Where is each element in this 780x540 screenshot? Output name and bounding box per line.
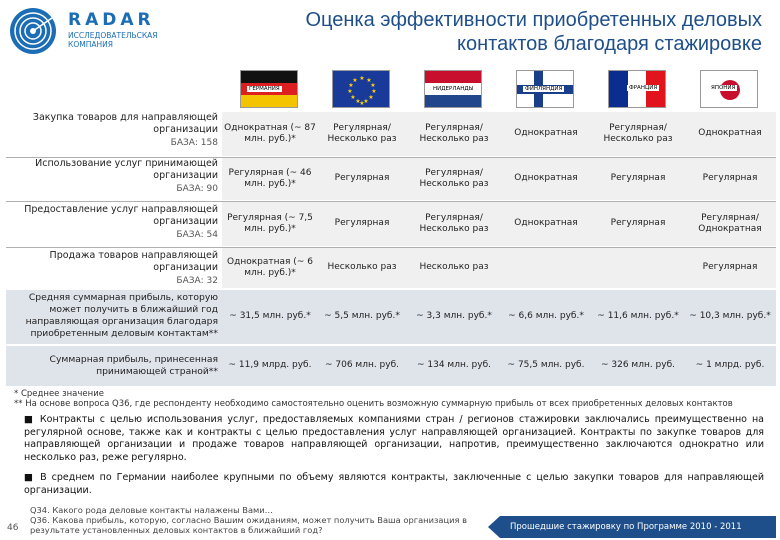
cell: Регулярная (~ 7,5 млн. руб.)* bbox=[227, 212, 313, 234]
title-line-1: Оценка эффективности приобретенных деловых bbox=[305, 9, 762, 31]
row-title: Продажа товаров направляющей организации bbox=[49, 250, 218, 273]
france-flag bbox=[608, 70, 666, 108]
row-base: БАЗА: 54 bbox=[176, 230, 218, 240]
footer-banner: Прошедшие стажировку по Программе 2010 - 2011 bbox=[500, 516, 776, 538]
bullet-text: В среднем по Германии наиболее крупными по объему являются контракты, заключенные с целью закупки товаров для направляющей организации. bbox=[24, 472, 764, 496]
brand-subtitle: ИССЛЕДОВАТЕЛЬСКАЯ КОМПАНИЯ bbox=[68, 31, 158, 49]
svg-text:★: ★ bbox=[352, 77, 358, 84]
svg-text:★: ★ bbox=[348, 82, 354, 89]
cell: Регулярная bbox=[702, 262, 758, 273]
cell: Регулярная/ Несколько раз bbox=[419, 212, 489, 234]
row-base: БАЗА: 158 bbox=[170, 138, 218, 148]
cell: Регулярная/ Несколько раз bbox=[603, 122, 673, 144]
cell: ~ 3,3 млн. руб.* bbox=[416, 311, 492, 322]
cell: Регулярная/ Несколько раз bbox=[327, 122, 397, 144]
cell: ~ 31,5 млн. руб.* bbox=[229, 311, 311, 322]
row-base: БАЗА: 90 bbox=[176, 184, 218, 194]
svg-text:★: ★ bbox=[355, 98, 361, 105]
cell: Регулярная bbox=[610, 218, 666, 229]
cell: ~ 11,9 млрд. руб. bbox=[228, 360, 312, 371]
cell: ~ 134 млн. руб. bbox=[416, 360, 492, 371]
bullet-paragraph bbox=[24, 414, 764, 464]
svg-text:★: ★ bbox=[359, 100, 365, 107]
header bbox=[0, 0, 780, 78]
eu-stars-icon bbox=[333, 71, 390, 108]
cell: Несколько раз bbox=[419, 262, 489, 273]
cell: Однократная bbox=[698, 128, 762, 139]
cell: Регулярная bbox=[334, 218, 390, 229]
cell: Несколько раз bbox=[327, 262, 397, 273]
cell: ~ 11,6 млн. руб.* bbox=[597, 311, 679, 322]
cell: Однократная bbox=[514, 173, 578, 184]
flag-label-netherlands: НИДЕРЛАНДЫ bbox=[433, 86, 474, 92]
svg-text:★: ★ bbox=[370, 82, 376, 89]
cell: ~ 706 млн. руб. bbox=[324, 360, 400, 371]
page-title bbox=[202, 8, 762, 56]
cell: Регулярная/ Несколько раз bbox=[419, 167, 489, 189]
svg-text:★: ★ bbox=[366, 77, 372, 84]
title-line-2: контактов благодаря стажировке bbox=[457, 33, 762, 55]
radar-icon bbox=[8, 6, 58, 56]
eu-flag bbox=[332, 70, 390, 108]
cell: Регулярная/ Однократная bbox=[698, 212, 762, 234]
row-title: Использование услуг принимающей организации bbox=[35, 158, 218, 181]
cell: Однократная (~ 6 млн. руб.)* bbox=[227, 256, 313, 278]
row-title: Закупка товаров для направляющей организации bbox=[32, 112, 218, 135]
radar-logo bbox=[8, 6, 208, 58]
finland-flag bbox=[516, 70, 574, 108]
summary-label: Суммарная прибыль, принесенная принимающей страной** bbox=[49, 354, 218, 377]
cell: Однократная bbox=[514, 218, 578, 229]
footnote-q36: ** На основе вопроса Q36, где респонденту необходимо самостоятельно оценить возможную суммарную прибыль от всех приобретенных деловых контактов bbox=[14, 399, 733, 409]
row-base: БАЗА: 32 bbox=[176, 276, 218, 286]
cell: ~ 75,5 млн. руб. bbox=[507, 360, 585, 371]
row-label bbox=[6, 250, 218, 287]
svg-text:★: ★ bbox=[347, 88, 353, 95]
svg-text:★: ★ bbox=[371, 88, 377, 95]
flag-label-japan: ЯПОНИЯ bbox=[711, 85, 736, 91]
svg-text:★: ★ bbox=[363, 98, 369, 105]
row-label bbox=[6, 158, 218, 195]
cell: Однократная (~ 87 млн. руб.)* bbox=[224, 122, 316, 144]
summary-label: Средняя суммарная прибыль, которую может получить в ближайший год направляющая организация благодаря приобретенным деловым контактам** bbox=[25, 292, 218, 339]
cell: Регулярная bbox=[702, 173, 758, 184]
germany-flag bbox=[240, 70, 298, 108]
cell: ~ 6,6 млн. руб.* bbox=[508, 311, 584, 322]
row-label bbox=[6, 204, 218, 241]
cell: ~ 1 млрд. руб. bbox=[695, 360, 765, 371]
bullet-text: Контракты с целью использования услуг, предоставляемых компаниями стран / регионов стажировки заключались преимущественно на регулярной основе, также как и контракты с целью предоставления услуг направляющей организацией. Контракты по закупке товаров для направляющей организации и продаже товаров направляющей организации, напротив, преимущественно заключаются однократно или несколько раз, реже регулярно. bbox=[24, 414, 764, 463]
cell: Регулярная bbox=[334, 173, 390, 184]
brand-name: RADAR bbox=[68, 10, 155, 30]
arrow-icon bbox=[488, 516, 500, 538]
flag-label-finland: ФИНЛЯНДИЯ bbox=[525, 86, 563, 92]
cell: Регулярная bbox=[610, 173, 666, 184]
bullet-paragraph bbox=[24, 472, 764, 497]
svg-text:★: ★ bbox=[359, 75, 365, 82]
question-q34: Q34. Какого рода деловые контакты налажены Вами… bbox=[30, 505, 273, 515]
cell: ~ 326 млн. руб. bbox=[600, 360, 676, 371]
row-label bbox=[6, 112, 218, 149]
svg-text:★: ★ bbox=[368, 94, 374, 101]
cell: ~ 5,5 млн. руб.* bbox=[324, 311, 400, 322]
cell: Однократная bbox=[514, 128, 578, 139]
flag-label-france: ФРАНЦИЯ bbox=[629, 85, 658, 91]
netherlands-flag bbox=[424, 70, 482, 108]
cell: Регулярная (~ 46 млн. руб.)* bbox=[228, 167, 312, 189]
cell: ~ 10,3 млн. руб.* bbox=[689, 311, 771, 322]
svg-text:★: ★ bbox=[350, 94, 356, 101]
cell bbox=[592, 248, 684, 288]
footnote-average: * Среднее значение bbox=[14, 389, 104, 399]
japan-flag bbox=[700, 70, 758, 108]
bullet-icon: ■ bbox=[24, 472, 41, 483]
question-q36: Q36. Какова прибыль, которую, согласно Вашим ожиданиям, может получить Ваша организация в результате установленных деловых контактов в ближайший год? bbox=[30, 515, 468, 535]
flag-label-germany: ГЕРМАНИЯ bbox=[249, 86, 280, 92]
page-number: 46 bbox=[7, 523, 19, 533]
bullet-icon: ■ bbox=[24, 414, 40, 425]
row-title: Предоставление услуг направляющей организации bbox=[24, 204, 218, 227]
cell: Регулярная/ Несколько раз bbox=[419, 122, 489, 144]
cell bbox=[500, 248, 592, 288]
